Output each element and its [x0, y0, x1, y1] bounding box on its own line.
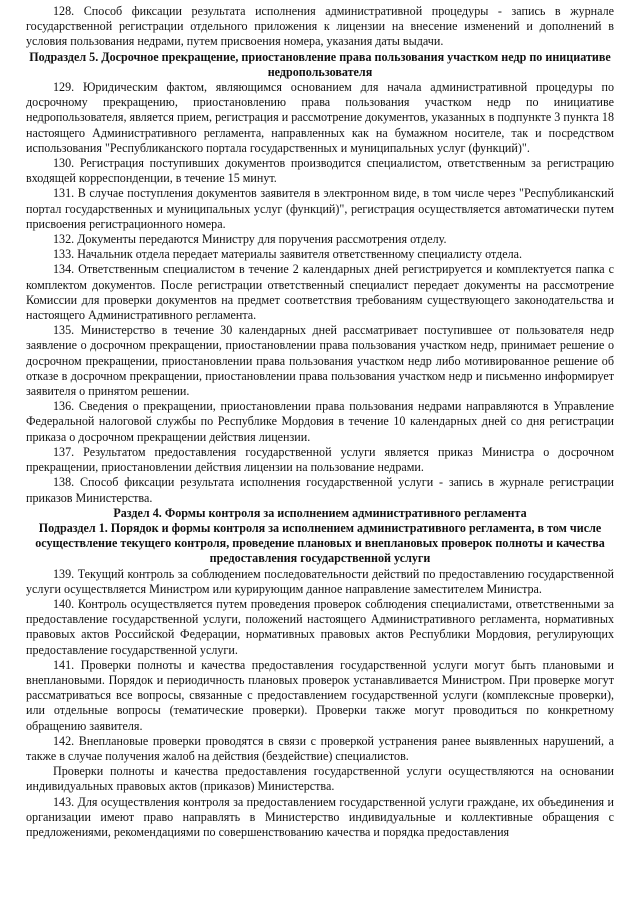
paragraph-140: 140. Контроль осуществляется путем проведения проверок соблюдения специалистами, ответственными за предоставление государственной услуги, положений настоящего Административного регламента, нормативных правовых актов Российской Федерации, нормативных правовых актов Республики Мордовия, регулирующих предоставление государственной услуги. — [26, 596, 614, 657]
paragraph-142-continued: Проверки полноты и качества предоставления государственной услуги осуществляются на основании индивидуальных правовых актов (приказов) Министерства. — [26, 764, 614, 794]
paragraph-128: 128. Способ фиксации результата исполнения административной процедуры - запись в журнале государственной регистрации отдельного приложения к лицензии на внесение изменений и дополнений в условия пользования недрами, путем присвоения номера, указания даты выдачи. — [26, 4, 614, 49]
paragraph-132: 132. Документы передаются Министру для поручения рассмотрения отделу. — [53, 232, 447, 247]
paragraph-134: 134. Ответственным специалистом в течение 2 календарных дней регистрируется и комплектуется папка с комплектом документов. После регистрации ответственный специалист передает документы на рассмотрение Комиссии для проверки документов на предмет соответствия требованиям существующего законодательства и настоящего Административного регламента. — [26, 262, 614, 323]
paragraph-131: 131. В случае поступления документов заявителя в электронном виде, в том числе через "Республиканский портал государственных и муниципальных услуг (функций)", регистрация осуществляется автоматически путем присвоения регистрационного номера. — [26, 186, 614, 231]
paragraph-130: 130. Регистрация поступивших документов производится специалистом, ответственным за регистрацию входящей корреспонденции, в течение 15 минут. — [26, 156, 614, 186]
paragraph-136: 136. Сведения о прекращении, приостановлении права пользования недрами направляются в Управление Федеральной налоговой службы по Республике Мордовия в течение 10 календарных дней со дня регистрации приказа о досрочном прекращении действия лицензии. — [26, 399, 614, 444]
heading-section-4: Раздел 4. Формы контроля за исполнением административного регламента — [113, 505, 527, 520]
paragraph-137: 137. Результатом предоставления государственной услуги является приказ Министра о досрочном прекращении, приостановлении действия лицензии на пользование недрами. — [26, 444, 614, 475]
paragraph-141: 141. Проверки полноты и качества предоставления государственной услуги могут быть плановыми и внеплановыми. Порядок и периодичность плановых проверок устанавливается Министром. При проверке могут рассматриваться все вопросы, связанные с предоставлением государственной услуги (комплексные проверки), или отдельные вопросы (тематические проверки). Проверки также могут проводиться по конкретному обращению заявителя. — [26, 657, 614, 733]
paragraph-133: 133. Начальник отдела передает материалы заявителя ответственному специалисту отдела. — [53, 247, 523, 262]
paragraph-129: 129. Юридическим фактом, являющимся основанием для начала административной процедуры по досрочному прекращению, приостановлению права пользования участком недр по инициативе недропользователя, является прием, регистрация и рассмотрение документов, указанных в подпункте 3 пункта 18 настоящего Административного регламента, направленных как на бумажном носителе, так и посредством использования "Республиканского портала государственных и муниципальных услуг (функций)". — [26, 80, 614, 155]
paragraph-143: 143. Для осуществления контроля за предоставлением государственной услуги граждане, их объединения и организации имеют право направлять в Министерство индивидуальные и коллективные обращения с предложениями, рекомендациями по совершенствованию качества и порядка предоставления — [26, 794, 614, 839]
paragraph-138: 138. Способ фиксации результата исполнения государственной услуги - запись в журнале регистрации приказов Министерства. — [26, 475, 614, 505]
paragraph-135: 135. Министерство в течение 30 календарных дней рассматривает поступившее от пользователя недр заявление о досрочном прекращении, приостановлении права пользования участком недр, принимает решение о досрочном прекращении, приостановлении права пользования участком недр либо мотивированное решение об отказе в досрочном прекращении, приостановлении права пользования участком недр и письменно информирует заявителя о принятом решении. — [26, 323, 614, 399]
paragraph-139: 139. Текущий контроль за соблюдением последовательности действий по предоставлению государственной услуги осуществляется Министром или курирующим данное направление заместителем Министра. — [26, 566, 614, 596]
paragraph-142: 142. Внеплановые проверки проводятся в связи с проверкой устранения ранее выявленных нарушений, а также в случае получения жалоб на действия (бездействие) специалистов. — [26, 733, 614, 763]
heading-subsection-1: Подраздел 1. Порядок и формы контроля за исполнением административного регламента, в том числе осуществление текущего контроля, проведение плановых и внеплановых проверок полноты и качества предоставления государственной услуги — [35, 520, 605, 566]
heading-subsection-5: Подраздел 5. Досрочное прекращение, приостановление права пользования участком недр по инициативе недропользователя — [29, 49, 611, 79]
